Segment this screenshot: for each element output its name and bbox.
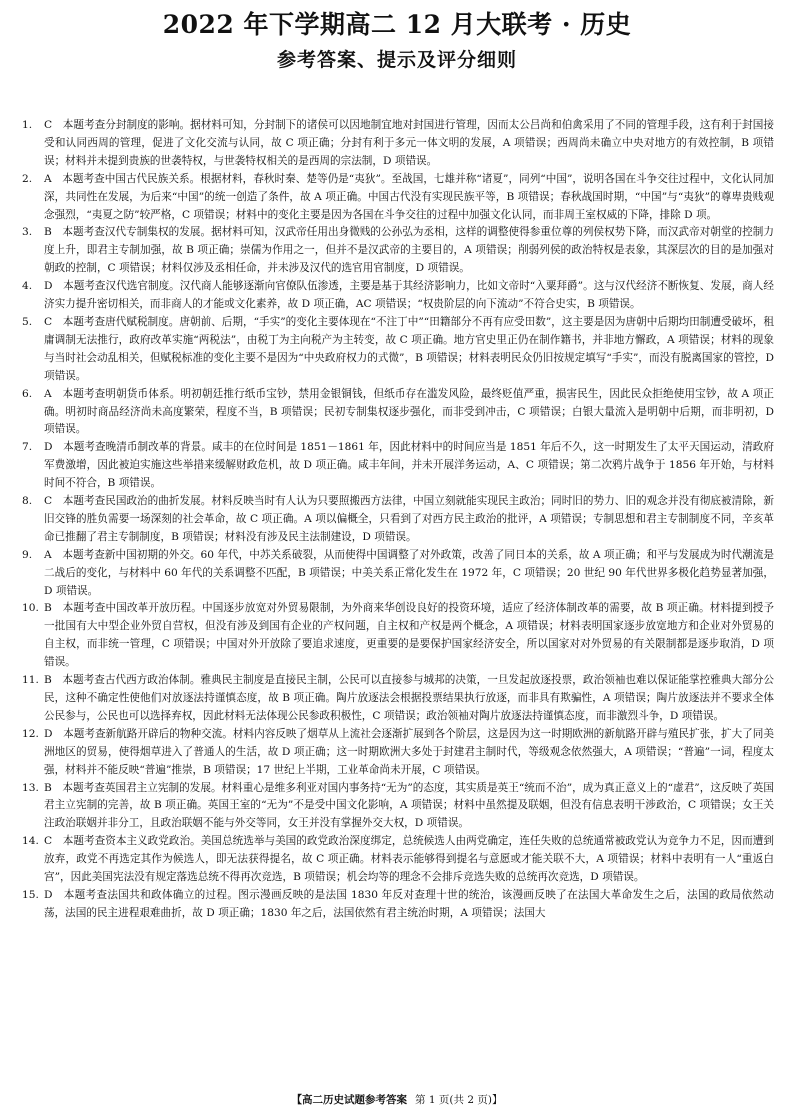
answer-text: A 本题考查中国古代民族关系。根据材料，春秋时秦、楚等仍是“夷狄”。至战国，七雄并称“诸夏”，同列“中国”，说明各国在斗争交往过程中，文化认同加深，共同性在发展，为后来“中国”的统一创造了条件，故 A 项正确。中国古代没有实现民族平等，B 项错误；春秋战国时期，“中国”与“夷狄”的尊卑贵贱观念强烈，“夷夏之防”较严格，C 项错误；材料中的变化主要是因为各国在斗争交往的过程中加强文化认同，而非周王室权威的下降，排除 D 项。 xyxy=(44,172,774,221)
answer-item-15 xyxy=(22,887,774,923)
answer-item-5 xyxy=(22,314,774,386)
answer-item-10 xyxy=(22,600,774,672)
answer-number: 13. xyxy=(22,781,39,794)
answer-number: 6. xyxy=(22,387,33,400)
answer-text: D 本题考查汉代选官制度。汉代商人能够逐渐向官僚队伍渗透，主要是基于其经济影响力，比如文帝时“入粟拜爵”。这与汉代经济不断恢复、发展，商人经济实力提升密切相关，而非商人的才能或文化素养，故 D 项正确，AC 项错误；“权贵阶层的向下流动”不符合史实，B 项错误。 xyxy=(44,280,774,311)
document-title: 2022 年下学期高二 12 月大联考 · 历史 xyxy=(162,10,632,39)
answer-text: C 本题考查唐代赋税制度。唐朝前、后期，“手实”的变化主要体现在“不注丁中”“田籍部分不再有应受田数”，这主要是因为唐朝中后期均田制遭受破坏，租庸调制无法推行，政府改革实施“两税法”，由税丁为主向税产为主转变，故 C 项正确。地方官史里正仍在制作籍书，并非地方懈政，A 项错误；材料的现象与当时社会动乱相关，但赋税标准的变化主要不是因为“中央政府权力的式微”，B 项错误；材料表明民众仍旧按规定填写“手实”，而没有脱离国家的管控，D 项错误。 xyxy=(44,315,774,382)
answer-text: C 本题考查资本主义政党政治。美国总统选举与美国的政党政治深度绑定，总统候选人由两党确定，连任失败的总统通常被政党认为竞争力不足，因而遭到放弃，政党不再选定其作为候选人，即无法获得提名，故 C 项正确。材料表示能够得到提名与意愿或才能关联不大，A 项错误；材料中表明有一人“重返白宫”，因此美国宪法没有规定落选总统不得再次竞选，B 项错误；机会均等的理念不会排斥竞选失败的总统再次竞选，D 项错误。 xyxy=(44,835,774,884)
answer-item-7 xyxy=(22,439,774,493)
answer-number: 2. xyxy=(22,172,33,185)
answer-number: 10. xyxy=(22,602,39,615)
answer-text: B 本题考查中国改革开放历程。中国逐步放宽对外贸易限制，为外商来华创设良好的投资环境，适应了经济体制改革的需要，故 B 项正确。材料提到授予一批国有大中型企业外贸自营权，但没有涉及到国有企业的产权问题，自主权和产权是两个概念，A 项错误；材料表明国家逐步放宽地方和企业对外贸易的自主权，而非统一管理，C 项错误；中国对外开放除了要追求速度，更重要的是要保护国家经济安全，所以国家对对外贸易的有关限制都是逐步取消，D 项错误。 xyxy=(44,602,774,669)
answer-text: D 本题考查晚清币制改革的背景。咸丰的在位时间是 1851－1861 年，因此材料中的时间应当是 1851 年后不久，这一时期发生了太平天国运动，清政府军费激增，因此被迫实施这些举措来缓解财政危机，故 D 项正确。咸丰年间，并未开展洋务运动，A、C 项错误；第二次鸦片战争于 1856 年开始，与材料时间不符合，B 项错误。 xyxy=(44,441,774,490)
answer-item-6 xyxy=(22,386,774,440)
footer-page-number: 第 1 页(共 2 页)】 xyxy=(415,1094,503,1106)
answer-text: A 本题考查新中国初期的外交。60 年代，中苏关系破裂，从而使得中国调整了对外政策，改善了同日本的关系，故 A 项正确；和平与发展成为时代潮流是二战后的变化，与材料中 60 年代的关系调整不匹配，B 项错误；中美关系正常化发生在 1972 年，C 项错误；20 世纪 90 年代世界多极化趋势显著加强，D 项错误。 xyxy=(44,548,774,597)
answer-text: B 本题考查古代西方政治体制。雅典民主制度是直接民主制，公民可以直接参与城邦的决策，一旦发起放逐投票，政治领袖也难以保证能掌控雅典大部分公民，这种不确定性使他们对放逐法持谨慎态度，故 B 项正确。陶片放逐法会根据投票结果执行放逐，而非具有欺骗性，A 项错误；陶片放逐法并不要求全体公民参与，公民也可以选择弃权，因此材料无法体现公民参政积极性，C 项错误；政治领袖对陶片放逐法持谨慎态度，而非激烈斗争，D 项错误。 xyxy=(44,674,774,722)
answer-item-13 xyxy=(22,780,774,834)
answer-number: 12. xyxy=(22,727,39,740)
footer-label: 【高二历史试题参考答案 xyxy=(291,1094,408,1106)
answer-item-1 xyxy=(22,117,774,171)
answer-item-3 xyxy=(22,224,774,278)
answer-item-9 xyxy=(22,547,774,601)
answer-text: B 本题考查英国君主立宪制的发展。材料重心是维多利亚对国内事务持“无为”的态度，其实质是英王“统而不治”，成为真正意义上的“虚君”，这反映了英国君主立宪制的完善，故 B 项正确。英国王室的“无为”不是受中国文化影响，A 项错误；材料中虽然提及联姻，但没有信息表明干涉政治，C 项错误；女王关注政治联姻并非分工，且政治联姻不能与外交等同，女王并没有掌握外交大权，D 项错误。 xyxy=(44,781,774,830)
answer-number: 5. xyxy=(22,315,33,328)
answer-text: B 本题考查汉代专制集权的发展。据材料可知，汉武帝任用出身微贱的公孙弘为丞相，这样的调整使得参重位尊的列侯权势下降，而汉武帝对朝堂的控制力度上升，即君主专制加强，故 B 项正确；崇儒为作用之一，但并不是汉武帝的主要目的，A 项错误；削弱列侯的政治特权是表象，其深层次的目的是加强对朝政的控制，C 项错误；材料仅涉及丞相任命，并未涉及汉代的选官用官制度，D 项错误。 xyxy=(44,226,774,275)
answer-number: 4. xyxy=(22,280,33,293)
answer-text: D 本题考查法国共和政体确立的过程。图示漫画反映的是法国 1830 年反对查理十世的统治，该漫画反映了在法国大革命发生之后，法国的政局依然动荡，法国的民主进程艰难曲折，故 D 项正确；1830 年之后，法国依然有君主统治时期，A 项错误；法国大 xyxy=(44,888,774,919)
answer-number: 3. xyxy=(22,226,33,239)
answer-item-8 xyxy=(22,493,774,547)
answer-list xyxy=(22,117,774,923)
answer-item-2 xyxy=(22,171,774,225)
answer-number: 9. xyxy=(22,548,33,561)
answer-number: 11. xyxy=(22,674,39,687)
answer-number: 8. xyxy=(22,495,33,508)
answer-number: 15. xyxy=(22,888,39,901)
answer-number: 14. xyxy=(22,835,39,848)
answer-item-11 xyxy=(22,672,774,726)
answer-text: D 本题考查新航路开辟后的物种交流。材料内容反映了烟草从上流社会逐渐扩展到各个阶层，这是因为这一时期欧洲的新航路开辟与殖民扩张，扩大了同美洲地区的贸易，使得烟草进入了普通人的生活，故 D 项正确；这一时期欧洲大多处于封建君主制时代，等级观念依然强大，A 项错误；“普遍”一词，程度太强，材料并不能反映“普遍”推崇，B 项错误；17 世纪上半期，工业革命尚未开展，C 项错误。 xyxy=(44,727,774,776)
answer-number: 1. xyxy=(22,119,33,131)
answer-text: C 本题考查分封制度的影响。据材料可知，分封制下的诸侯可以因地制宜地对封国进行管理，因而太公吕尚和伯禽采用了不同的管理手段，这有利于封国接受和认同西周的管理，促进了文化交流与认同，故 C 项正确；分封有利于多元一体文明的发展，A 项错误；西周尚未确立中央对地方的有效控制，B 项错误；材料并未提到贵族的世袭特权，与世袭特权相关的是西周的宗法制，D 项错误。 xyxy=(44,119,774,167)
answer-item-12 xyxy=(22,726,774,780)
answer-item-14 xyxy=(22,833,774,887)
page-footer xyxy=(0,1092,794,1108)
document-subtitle: 参考答案、提示及评分细则 xyxy=(276,49,517,71)
answer-number: 7. xyxy=(22,441,33,454)
answer-item-4 xyxy=(22,278,774,314)
answer-text: A 本题考查明朝货币体系。明初朝廷推行纸币宝钞，禁用金银铜钱，但纸币存在滥发风险，最终贬值严重，损害民生，因此民众拒绝使用宝钞，故 A 项正确。明初时商品经济尚未高度繁荣，程度不当，B 项错误；民初专制集权逐步强化，而非受到冲击，C 项错误；白银大量流入是明朝中后期，而非明初，D 项错误。 xyxy=(44,387,774,436)
answer-text: C 本题考查民国政治的曲折发展。材料反映当时有人认为只要照搬西方法律，中国立刻就能实现民主政治；同时旧的势力、旧的观念并没有彻底被清除，新旧交锋的胜负需要一场深刻的社会革命，故 C 项正确。A 项以偏概全，只看到了对西方民主政治的批评，A 项错误；专制思想和君主专制制度不同，辛亥革命已推翻了君主专制制度，B 项错误；材料没有涉及民主法制建设，D 项错误。 xyxy=(44,495,774,543)
